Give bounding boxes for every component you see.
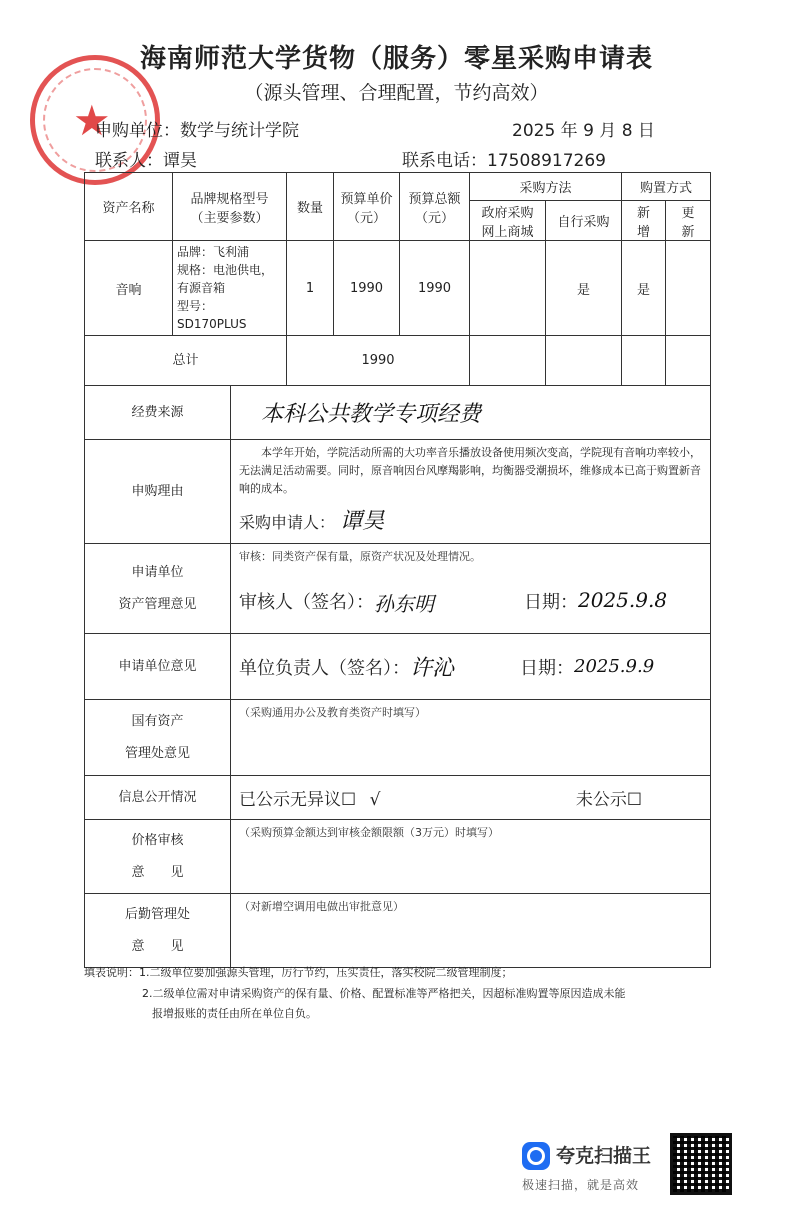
form-subtitle: （源头管理、合理配置，节约高效） — [244, 82, 549, 104]
logistics-cell — [231, 894, 711, 968]
note-line-2: 2.二级单位需对申请采购资产的保有量、价格、配置标准等严格把关，因超标准购置等原因造成未能 — [142, 987, 626, 1000]
asset-mgmt-label-1: 申请单位 — [131, 564, 184, 580]
note-line-3: 报增报账的责任由所在单位自负。 — [152, 1007, 317, 1020]
cell-quantity: 1 — [287, 241, 334, 336]
disclosure-yes: 已公示无异议☐ — [239, 790, 357, 810]
asset-mgmt-label-2: 资产管理意见 — [118, 596, 197, 612]
leader-label: 单位负责人（签名）： — [239, 657, 410, 679]
contact-label: 联系人： — [95, 151, 163, 171]
state-asset-note: （采购通用办公及教育类资产时填写） — [239, 706, 426, 719]
price-label-2: 意 见 — [131, 864, 184, 880]
total-empty-4 — [666, 336, 711, 386]
price-label — [85, 820, 231, 894]
quark-logo-icon — [522, 1142, 550, 1170]
header-type-new: 新增 — [622, 201, 666, 241]
cell-total-price: 1990 — [400, 241, 470, 336]
asset-mgmt-note: 审核：同类资产保有量，原资产状况及处理情况。 — [239, 550, 481, 563]
logistics-label-1: 后勤管理处 — [124, 906, 190, 922]
disclosure-label: 信息公开情况 — [85, 776, 231, 820]
funding-label: 经费来源 — [85, 386, 231, 440]
phone-row — [402, 146, 606, 171]
form-title: 海南师范大学货物（服务）零星采购申请表 — [139, 44, 653, 74]
reviewer-row — [239, 588, 702, 617]
leader-row — [239, 651, 702, 682]
spec-model: 型号：SD170PLUS — [177, 299, 247, 331]
header-method-gov: 政府采购网上商城 — [470, 201, 546, 241]
contact-value: 谭昊 — [163, 151, 197, 171]
logistics-label-2: 意 见 — [131, 938, 184, 954]
cell-method-gov — [470, 241, 546, 336]
state-asset-label-1: 国有资产 — [131, 713, 184, 729]
leader-date-label: 日期： — [520, 657, 574, 679]
unit-label: 申购单位： — [95, 121, 180, 141]
purchase-form-table — [84, 172, 711, 968]
funding-handwritten: 本科公共教学专项经费 — [261, 402, 482, 427]
review-date: 2025.9.8 — [578, 588, 668, 612]
disclosure-check: √ — [369, 790, 381, 810]
asset-mgmt-cell — [231, 544, 711, 634]
leader-signature: 许沁 — [410, 656, 455, 681]
table-row — [85, 241, 711, 336]
note-line-1: 填表说明：1.二级单位要加强源头管理，厉行节约，压实责任，落实校院二级管理制度； — [84, 966, 513, 979]
phone-label: 联系电话： — [402, 151, 487, 171]
phone-value: 17508917269 — [487, 151, 606, 171]
cell-asset-name: 音响 — [85, 241, 173, 336]
asset-mgmt-label — [85, 544, 231, 634]
applicant-label: 采购申请人： — [239, 513, 336, 532]
cell-method-self: 是 — [546, 241, 622, 336]
reason-cell — [231, 440, 711, 544]
price-cell — [231, 820, 711, 894]
logistics-note: （对新增空调用电做出审批意见） — [239, 900, 404, 913]
state-asset-cell — [231, 700, 711, 776]
unit-value: 数学与统计学院 — [180, 121, 299, 141]
header-total-price: 预算总额（元） — [400, 173, 470, 241]
spec-size: 规格：电池供电，有源音箱 — [177, 263, 274, 295]
cell-type-new: 是 — [622, 241, 666, 336]
total-empty-1 — [470, 336, 546, 386]
form-date: 2025 年 9 月 8 日 — [512, 121, 655, 141]
cell-unit-price: 1990 — [334, 241, 400, 336]
contact-row — [95, 146, 197, 171]
header-spec: 品牌规格型号（主要参数） — [173, 173, 287, 241]
qr-code-icon — [670, 1133, 732, 1195]
state-asset-label — [85, 700, 231, 776]
header-asset-name: 资产名称 — [85, 173, 173, 241]
watermark-brand: 夸克扫描王 — [556, 1145, 652, 1167]
reviewer-signature: 孙东明 — [374, 592, 434, 616]
unit-row — [95, 116, 299, 141]
stamp-star-icon: ★ — [73, 96, 111, 145]
reason-label: 申购理由 — [85, 440, 231, 544]
header-type-update: 更新 — [666, 201, 711, 241]
reason-text: 本学年开始，学院活动所需的大功率音乐播放设备使用频次变高，学院现有音响功率较小，无法满足活动需要。同时，原音响因台风摩羯影响，均衡器受潮损坏，维修成本已高于购置新音响的成本。 — [239, 446, 701, 495]
header-method: 采购方法 — [470, 173, 622, 201]
unit-opinion-label: 申请单位意见 — [85, 634, 231, 700]
state-asset-label-2: 管理处意见 — [124, 745, 190, 761]
funding-cell — [231, 386, 711, 440]
applicant-signature: 谭昊 — [340, 509, 385, 534]
price-note: （采购预算金额达到审核金额限额（3万元）时填写） — [239, 826, 499, 839]
leader-date: 2025.9.9 — [574, 656, 655, 677]
spec-brand: 品牌：飞利浦 — [177, 245, 250, 259]
total-empty-2 — [546, 336, 622, 386]
cell-type-update — [666, 241, 711, 336]
watermark-slogan: 极速扫描，就是高效 — [522, 1178, 640, 1192]
reviewer-label: 审核人（签名）： — [239, 592, 374, 613]
price-label-1: 价格审核 — [131, 832, 184, 848]
applicant-row — [239, 504, 706, 535]
review-date-label: 日期： — [524, 592, 578, 613]
total-value: 1990 — [287, 336, 470, 386]
header-purchase-type: 购置方式 — [622, 173, 711, 201]
total-empty-3 — [622, 336, 666, 386]
logistics-label — [85, 894, 231, 968]
disclosure-no: 未公示☐ — [575, 790, 643, 810]
header-quantity: 数量 — [287, 173, 334, 241]
disclosure-cell — [231, 776, 711, 820]
header-method-self: 自行采购 — [546, 201, 622, 241]
cell-spec — [173, 241, 287, 336]
unit-opinion-cell — [231, 634, 711, 700]
total-label: 总计 — [85, 336, 287, 386]
header-unit-price: 预算单价（元） — [334, 173, 400, 241]
